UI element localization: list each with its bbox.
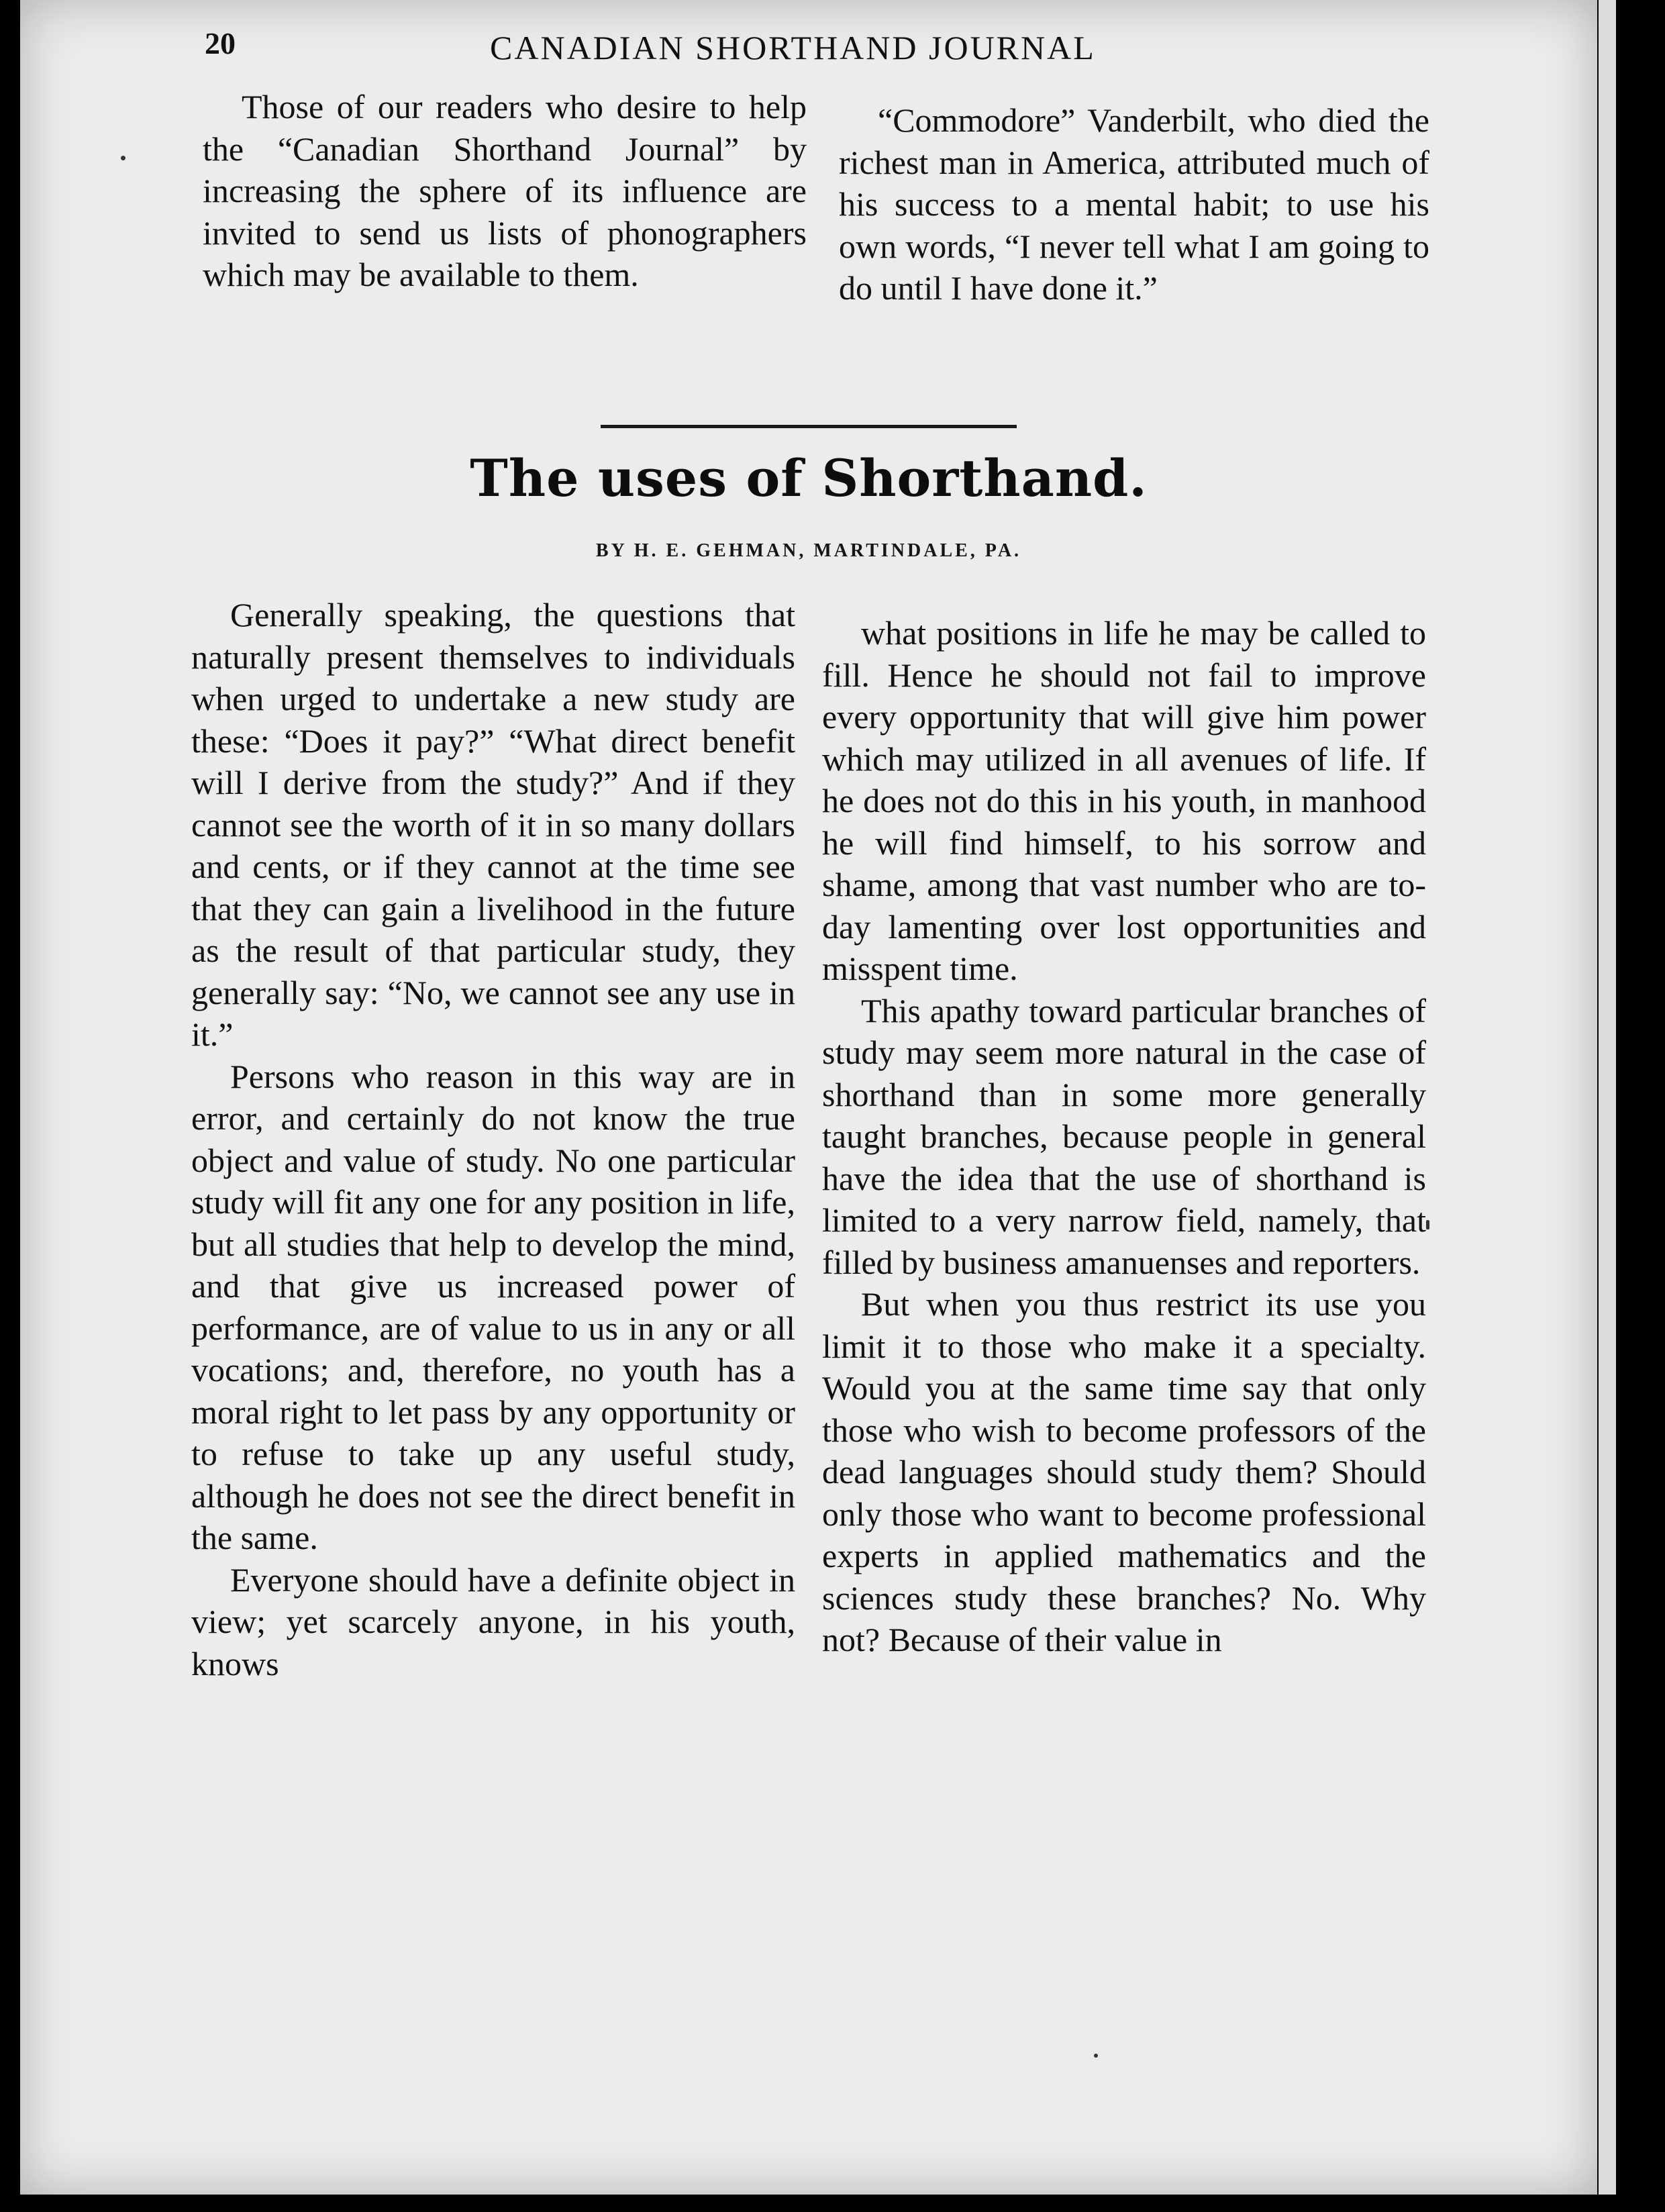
scan-speck [121,156,125,160]
scan-speck [1426,1220,1429,1229]
page-header [20,26,1597,72]
article-column-right [822,612,1426,1661]
article-paragraph: But when you thus restrict its use you limit it to those who make it a specialty. Would you at the same time say that only those who wish to become professors of the dead languages should study them? Should only those who want to become professional experts in applied mathematics and the sciences study these branches? No. Why not? Because of their value in [822,1285,1426,1658]
article-byline: BY H. E. GEHMAN, MARTINDALE, PA. [595,540,1022,561]
article-column-left [191,594,795,1685]
page-number: 20 [205,26,236,60]
article-paragraph: Persons who reason in this way are in error, and certainly do not know the true object and value of study. No one particular study will fit any one for any position in life, but all studies that help to develop the mind, and that give us increased power of performance, are of value to us in any or all vocations; and, therefore, no youth has a moral right to let pass by any opportunity or to refuse to take up any useful study, although he does not see the direct benefit in the same. [191,1057,795,1556]
article-paragraph: This apathy toward particular branches of study may seem more natural in the case of shorthand than in some more generally taught branches, because people in general have the idea that the use of shorthand is limited to a very narrow field, namely, that filled by business amanuenses and reporters. [822,991,1426,1281]
vanderbilt-note-text: “Commodore” Vanderbilt, who died the richest man in America, attributed much of his success to a mental habit; to use his own words, “I never tell what I am going to do until I have done it.” [839,101,1429,307]
scan-border-strip [1599,0,1616,2212]
journal-page [20,0,1597,2195]
vanderbilt-note [839,99,1429,309]
article-title: The uses of Shorthand. [470,448,1148,508]
article-paragraph: Generally speaking, the questions that naturally present themselves to individuals when urged to undertake a new study are these: “Does it pay?” “What direct benefit will I derive from the study?” And if they cannot see the worth of it in so many dollars and cents, or if they cannot at the time see that they can gain a livelihood in the future as the result of that particular study, they generally say: “No, we cannot see any use in it.” [191,596,795,1053]
reader-notice [203,86,807,296]
article-paragraph: Everyone should have a definite object in view; yet scarcely anyone, in his youth, knows [191,1560,795,1682]
article-paragraph: what positions in life he may be called to fill. Hence he should not fail to improve every opportunity that will give him power which may utilized in all avenues of life. If he does not do this in his youth, in manhood he will find himself, to his sorrow and shame, among that vast number who are to-day lamenting over lost opportunities and misspent time. [822,614,1426,987]
scan-speck [1094,2054,1098,2058]
running-head: CANADIAN SHORTHAND JOURNAL [490,29,1096,66]
section-divider [601,425,1017,428]
scan-border-bottom [0,2195,1665,2212]
reader-notice-text: Those of our readers who desire to help the “Canadian Shorthand Journal” by increasing the sphere of its influence are invited to send us lists of phonographers which may be available to them. [203,88,807,293]
